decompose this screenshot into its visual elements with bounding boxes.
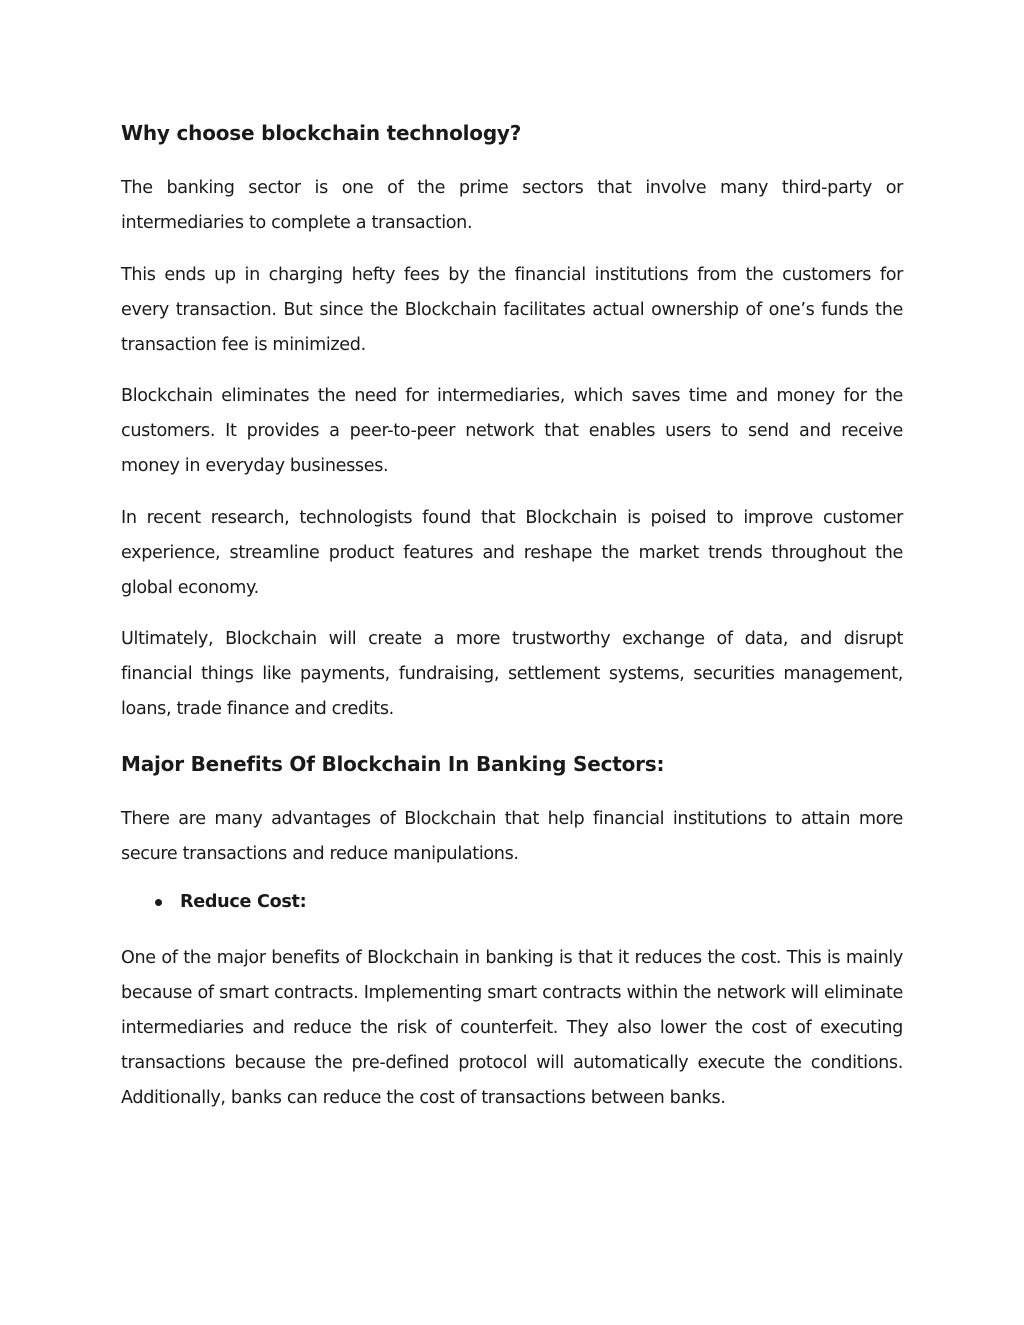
paragraph-ultimately xyxy=(121,622,903,727)
paragraph-text: The banking sector is one of the prime sectors that involve many third-party or intermediaries to complete a transaction. xyxy=(121,178,903,233)
section-heading-major-benefits: Major Benefits Of Blockchain In Banking Sectors: xyxy=(121,752,665,776)
paragraph-hefty-fees xyxy=(121,258,903,363)
bullet-item-reduce-cost xyxy=(155,892,306,912)
paragraph-text: There are many advantages of Blockchain that help financial institutions to attain more secure transactions and reduce manipulations. xyxy=(121,809,903,864)
section-heading-why-blockchain: Why choose blockchain technology? xyxy=(121,121,522,145)
bullet-icon xyxy=(155,899,162,906)
paragraph-eliminates-intermediaries xyxy=(121,379,903,484)
paragraph-advantages-intro xyxy=(121,802,903,872)
paragraph-recent-research xyxy=(121,501,903,606)
paragraph-text: Blockchain eliminates the need for intermediaries, which saves time and money for the customers. It provides a peer-to-peer network that enables users to send and receive money in everyday businesses. xyxy=(121,386,903,476)
paragraph-banking-sector xyxy=(121,171,903,241)
paragraph-reduce-cost-body xyxy=(121,941,903,1116)
bullet-label: Reduce Cost: xyxy=(180,892,307,912)
paragraph-text: One of the major benefits of Blockchain in banking is that it reduces the cost. This is mainly because of smart contracts. Implementing smart contracts within the network will eliminate intermediaries and reduce the risk of counterfeit. They also lower the cost of executing transactions because the pre-defined protocol will automatically execute the conditions. Additionally, banks can reduce the cost of transactions between banks. xyxy=(121,948,903,1108)
paragraph-text: In recent research, technologists found that Blockchain is poised to improve customer experience, streamline product features and reshape the market trends throughout the global economy. xyxy=(121,508,903,598)
paragraph-text: This ends up in charging hefty fees by the financial institutions from the customers for every transaction. But since the Blockchain facilitates actual ownership of one’s funds the transaction fee is minimized. xyxy=(121,265,903,355)
paragraph-text: Ultimately, Blockchain will create a more trustworthy exchange of data, and disrupt financial things like payments, fundraising, settlement systems, securities management, loans, trade finance and credits. xyxy=(121,629,903,719)
